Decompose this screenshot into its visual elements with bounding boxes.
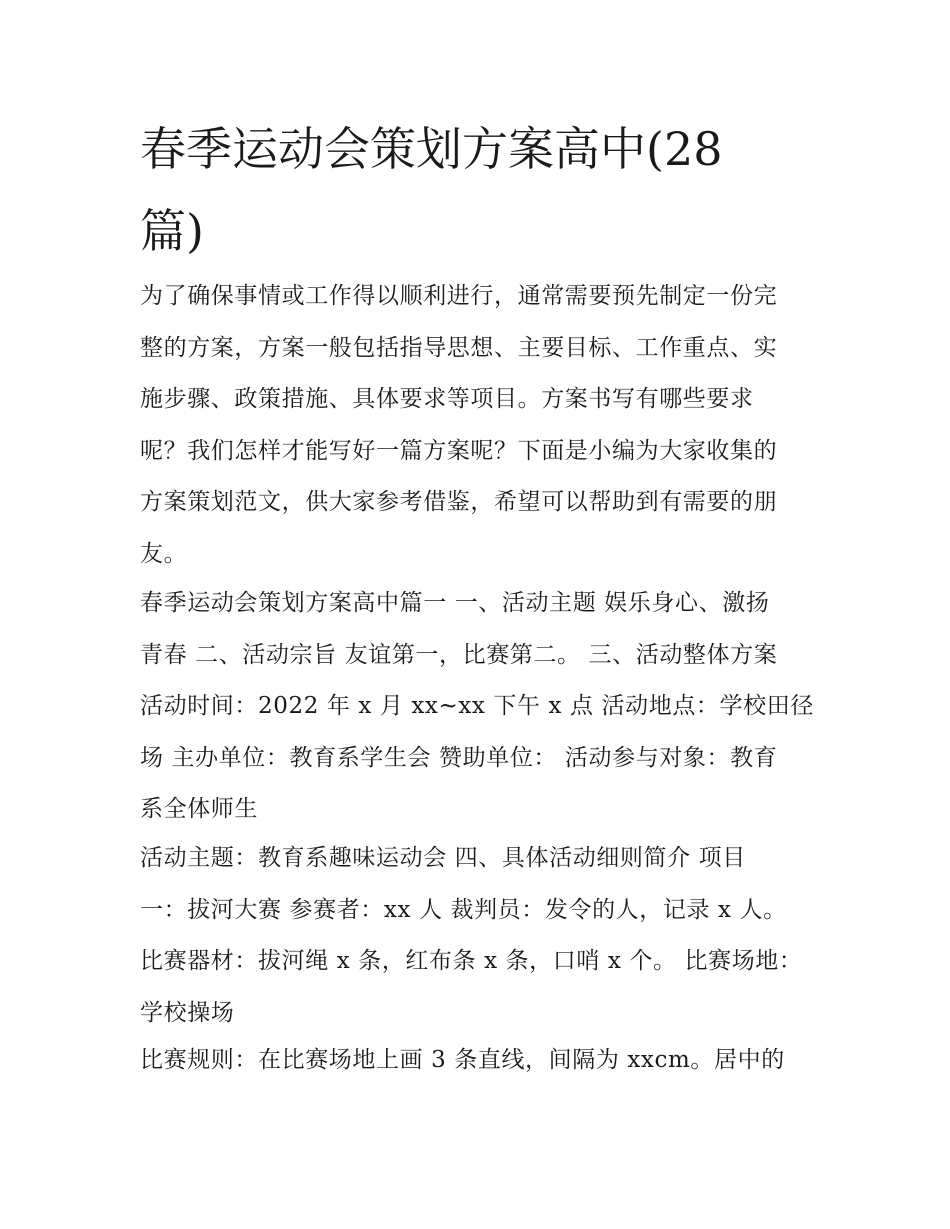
- paragraph-line: 比赛规则：在比赛场地上画 3 条直线，间隔为 xxcm。居中的: [140, 1047, 785, 1073]
- paragraph-line: 春季运动会策划方案高中篇一 一、活动主题 娱乐身心、激扬: [140, 590, 770, 616]
- paragraph-line: 呢？我们怎样才能写好一篇方案呢？下面是小编为大家收集的: [140, 437, 778, 464]
- rules-paragraph: [140, 1035, 820, 1087]
- paragraph-line: 比赛器材：拔河绳 x 条，红布条 x 条，口哨 x 个。 比赛场地：: [140, 948, 803, 974]
- paragraph-line: 系全体师生: [140, 796, 258, 822]
- paragraph-line: 活动主题：教育系趣味运动会 四、具体活动细则简介 项目: [140, 845, 746, 871]
- paragraph-line: 友。: [140, 540, 188, 567]
- activity-details-paragraph: [140, 833, 820, 1039]
- paragraph-line: 施步骤、政策措施、具体要求等项目。方案书写有哪些要求: [140, 386, 754, 412]
- paragraph-line: 学校操场: [140, 999, 235, 1026]
- intro-paragraph: [140, 271, 820, 580]
- paragraph-line: 一：拔河大赛 参赛者：xx 人 裁判员：发令的人，记录 x 人。: [140, 896, 787, 923]
- title-line-2: 篇): [140, 204, 204, 258]
- paragraph-line: 场 主办单位：教育系学生会 赞助单位： 活动参与对象：教育: [140, 744, 778, 771]
- plan-overview-paragraph: [140, 578, 820, 836]
- paragraph-line: 为了确保事情或工作得以顺利进行，通常需要预先制定一份完: [140, 283, 778, 309]
- paragraph-line: 方案策划范文，供大家参考借鉴，希望可以帮助到有需要的朋: [140, 489, 778, 515]
- paragraph-line: 青春 二、活动宗旨 友谊第一，比赛第二。 三、活动整体方案: [140, 641, 778, 668]
- paragraph-line: 整的方案，方案一般包括指导思想、主要目标、工作重点、实: [140, 334, 778, 361]
- title-line-1: 春季运动会策划方案高中(28: [140, 122, 723, 176]
- document-title: [140, 108, 820, 272]
- paragraph-line: 活动时间：2022 年 x 月 xx~xx 下午 x 点 活动地点：学校田径: [140, 693, 814, 719]
